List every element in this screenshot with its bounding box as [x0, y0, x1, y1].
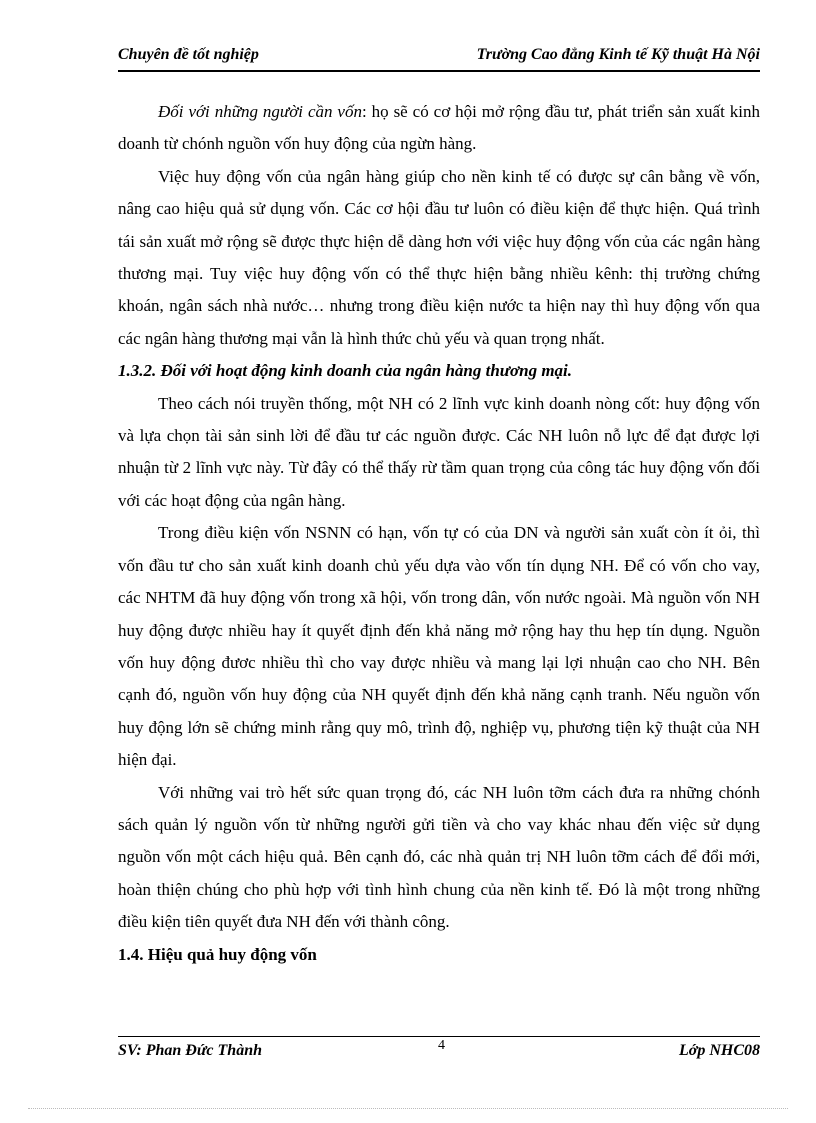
paragraph-lead: Đối với những người cần vốn — [158, 102, 362, 121]
paragraph-roles: Với những vai trò hết sức quan trọng đó, các NH luôn tỡm cách đưa ra những chónh sách quản lý nguồn vốn từ những người gửi tiền và cho vay khác nhau đến việc sử dụng nguồn vốn một cách hiệu quả. Bên cạnh đó, các nhà quản trị NH luôn tỡm cách để đổi mới, hoàn thiện chúng cho phù hợp với tình hình chung của nền kinh tế. Đó là một trong những điều kiện tiên quyết đưa NH đến với thành công. — [118, 782, 760, 932]
paragraph-traditional: Theo cách nói truyền thống, một NH có 2 lĩnh vực kinh doanh nòng cốt: huy động vốn và lựa chọn tài sản sinh lời để đầu tư các nguồn được. Các NH luôn nỗ lực để đạt được lợi nhuận từ 2 lĩnh vực này. Từ đây có thể thấy rừ tầm quan trọng của công tác huy động vốn đối với các hoạt động của ngân hàng. — [118, 393, 760, 510]
header-doc-title: Chuyên đề tốt nghiệp — [118, 46, 259, 63]
page-header — [118, 44, 760, 70]
document-body — [118, 96, 760, 971]
section-heading-1-3-2: 1.3.2. Đối với hoạt động kinh doanh của ngân hàng thương mại. — [118, 361, 573, 381]
page-footer — [118, 1040, 760, 1064]
section-heading-1-4: 1.4. Hiệu quả huy động vốn — [118, 944, 317, 964]
paragraph-borrowers — [118, 96, 760, 161]
page-number: 4 — [438, 1038, 445, 1053]
footer-divider — [118, 1036, 760, 1037]
footer-student-name: SV: Phan Đức Thành — [118, 1042, 262, 1059]
paragraph-conditions: Trong điều kiện vốn NSNN có hạn, vốn tự có của DN và người sản xuất còn ít ỏi, thì vốn đầu tư cho sản xuất kinh doanh chủ yếu dựa vào vốn tín dụng NH. Để có vốn cho vay, các NHTM đã huy động vốn trong xã hội, vốn trong dân, vốn nước ngoài. Mà nguồn vốn NH huy động được nhiều hay ít quyết định đến khả năng mở rộng hay thu hẹp tín dụng. Nguồn vốn huy động đươc nhiều thì cho vay được nhiều và mang lại lợi nhuận cao cho NH. Bên cạnh đó, nguồn vốn huy động của NH quyết định đến khả năng cạnh tranh. Nếu nguồn vốn huy động lớn sẽ chứng minh rằng quy mô, trình độ, nghiệp vụ, phương tiện kỹ thuật của NH hiện đại. — [118, 523, 760, 770]
page-bottom-dotted-line — [28, 1108, 788, 1109]
paragraph-rest: : họ sẽ có cơ hội mở rộng đầu tư, phát triển sản xuất kinh doanh từ chónh nguồn vốn huy động của ngừn hàng. — [118, 102, 760, 154]
header-divider — [118, 70, 760, 72]
footer-class: Lớp NHC08 — [678, 1042, 760, 1059]
paragraph-economy: Việc huy động vốn của ngân hàng giúp cho nền kinh tế có được sự cân bằng về vốn, nâng cao hiệu quả sử dụng vốn. Các cơ hội đầu tư luôn có điều kiện để thực hiện. Quá trình tái sản xuất mở rộng sẽ được thực hiện dễ dàng hơn với việc huy động vốn của các ngân hàng thương mại. Tuy việc huy động vốn có thể thực hiện bằng nhiều kênh: thị trường chứng khoán, ngân sách nhà nước… nhưng trong điều kiện nước ta hiện nay thì huy động vốn qua các ngân hàng thương mại vẫn là hình thức chủ yếu và quan trọng nhất. — [118, 166, 760, 348]
header-school-name: Trường Cao đẳng Kinh tế Kỹ thuật Hà Nội — [476, 46, 760, 63]
